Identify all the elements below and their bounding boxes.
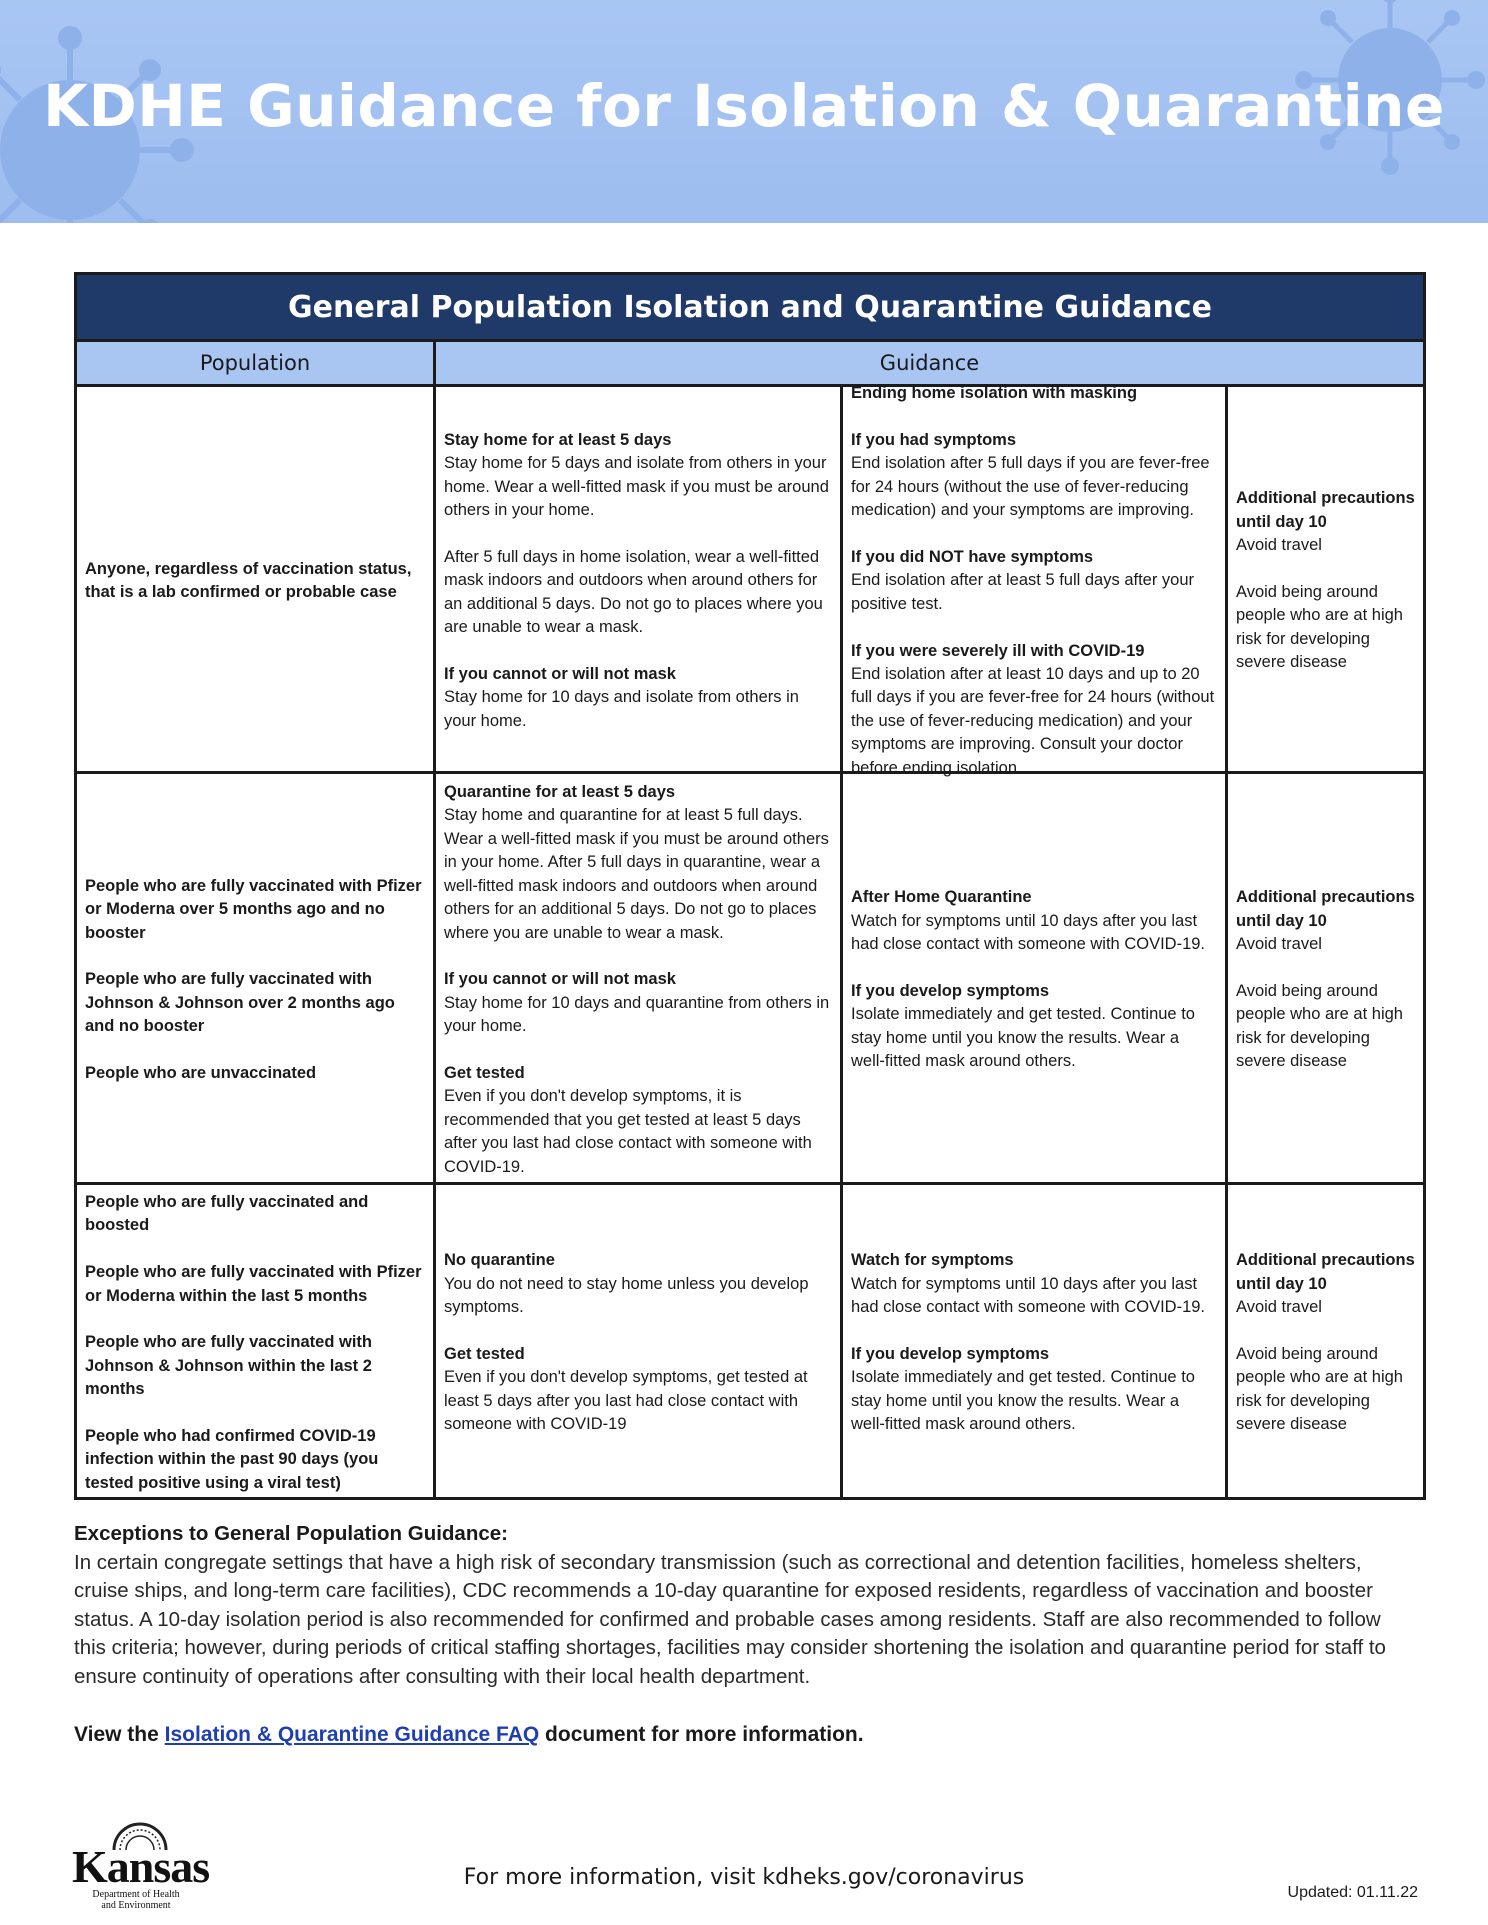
block-heading: Watch for symptoms	[851, 1251, 1014, 1270]
footer-info: For more information, visit kdheks.gov/coronavirus	[463, 1865, 1025, 1890]
exceptions-title: Exceptions to General Population Guidance:	[74, 1522, 508, 1545]
text-block	[851, 382, 1217, 405]
text-block	[1236, 980, 1415, 1074]
text-block	[1236, 1343, 1415, 1437]
block-heading: Quarantine for at least 5 days	[444, 783, 676, 802]
block-heading: Get tested	[444, 1063, 525, 1082]
table-row	[77, 774, 1423, 1185]
text-block	[444, 968, 832, 1038]
block-heading: After Home Quarantine	[851, 888, 1032, 907]
block-heading: If you develop symptoms	[851, 1344, 1050, 1363]
exceptions-body: In certain congregate settings that have a high risk of secondary transmission (such as correctional and detention facilities, homeless shelters, cruise ships, and long-term care facilities), CDC recommends a 10-day quarantine for exposed residents, regardless of vaccination and booster status. A 10-day isolation period is also recommended for confirmed and probable cases among residents. Staff are also recommended to follow this criteria; however, during periods of critical staffing shortages, facilities may consider shortening the isolation and quarantine period for staff to ensure continuity of operations after consulting with their local health department.	[74, 1550, 1386, 1688]
block-text: Avoid being around people who are at high risk for developing severe disease	[1236, 1344, 1403, 1434]
block-text: Even if you don't develop symptoms, get tested at least 5 days after you last had close contact with someone with COVID-19	[444, 1368, 808, 1434]
block-text: Even if you don't develop symptoms, it is recommended that you get tested at least 5 days after you last had close contact with someone with COVID-19.	[444, 1087, 812, 1176]
guidance-action-cell	[436, 1185, 843, 1497]
block-text: Stay home for 5 days and isolate from others in your home. Wear a well-fitted mask if you must be around others in your home.	[444, 454, 829, 520]
text-block	[85, 558, 425, 605]
block-heading: No quarantine	[444, 1251, 555, 1270]
population-cell	[77, 1185, 436, 1497]
block-text: Avoid being around people who are at high risk for developing severe disease	[1236, 582, 1403, 672]
block-text: Stay home for 10 days and quarantine from others in your home.	[444, 993, 830, 1036]
updated-date: Updated: 01.11.22	[1287, 1884, 1418, 1901]
block-heading: Stay home for at least 5 days	[444, 430, 672, 449]
text-block	[1236, 487, 1415, 557]
guidance-followup-cell	[843, 384, 1228, 777]
page-title: KDHE Guidance for Isolation & Quarantine	[43, 72, 1445, 140]
block-heading: If you cannot or will not mask	[444, 664, 676, 683]
block-text: You do not need to stay home unless you develop symptoms.	[444, 1274, 809, 1317]
faq-line	[74, 1723, 864, 1747]
block-text: Isolate immediately and get tested. Continue to stay home until you know the results. Wear a well-fitted mask around others.	[851, 1005, 1195, 1071]
text-block	[85, 1191, 425, 1238]
block-text: Watch for symptoms until 10 days after you last had close contact with someone with COVID-19.	[851, 1274, 1206, 1317]
precautions-cell	[1228, 774, 1423, 1182]
guidance-followup-cell	[843, 1185, 1228, 1497]
block-heading: People who are fully vaccinated with Pfizer or Moderna within the last 5 months	[85, 1263, 422, 1305]
block-text: Avoid being around people who are at high risk for developing severe disease	[1236, 981, 1403, 1071]
text-block	[1236, 581, 1415, 675]
text-block	[444, 663, 832, 733]
block-heading: Get tested	[444, 1344, 525, 1363]
guidance-followup-cell	[843, 774, 1228, 1182]
block-heading: If you did NOT have symptoms	[851, 547, 1094, 566]
block-heading: People who are fully vaccinated with Johnson & Johnson over 2 months ago and no booster	[85, 970, 395, 1036]
block-text: End isolation after at least 10 days and up to 20 full days if you are fever-free for 24 hours (without the use of fever-reducing medication) and your symptoms are improving. Consult your doctor before ending isolation.	[851, 664, 1215, 777]
block-text: Avoid travel	[1236, 1298, 1322, 1317]
block-text: Stay home and quarantine for at least 5 full days. Wear a well-fitted mask if you must be around others in your home. After 5 full days in quarantine, wear a well-fitted mask indoors and outdoors when around others for an additional 5 days. Do not go to places where you are unable to wear a mask.	[444, 806, 829, 942]
text-block	[851, 886, 1217, 956]
text-block	[851, 980, 1217, 1074]
guidance-action-cell	[436, 387, 843, 771]
text-block	[851, 546, 1217, 616]
table-row	[77, 384, 1423, 777]
text-block	[85, 1062, 425, 1085]
text-block	[851, 1249, 1217, 1319]
text-block	[1236, 886, 1415, 956]
block-heading: Ending home isolation with masking	[851, 384, 1138, 403]
column-header-population: Population	[77, 342, 436, 384]
text-block	[444, 429, 832, 523]
faq-suffix: document for more information.	[539, 1723, 864, 1746]
precautions-cell	[1228, 387, 1423, 771]
block-text: End isolation after at least 5 full days after your positive test.	[851, 571, 1195, 613]
block-heading: People who had confirmed COVID-19 infection within the past 90 days (you tested positive using a viral test)	[85, 1426, 379, 1492]
population-cell	[77, 774, 436, 1182]
text-block	[444, 781, 832, 945]
table-row	[77, 1185, 1423, 1497]
text-block	[85, 968, 425, 1038]
text-block	[851, 1343, 1217, 1437]
block-heading: Additional precautions until day 10	[1236, 888, 1415, 930]
block-text: After 5 full days in home isolation, wear a well-fitted mask indoors and outdoors when around others for an additional 5 days. Do not go to places where you are unable to wear a mask.	[444, 547, 823, 637]
block-heading: Additional precautions until day 10	[1236, 1251, 1415, 1293]
text-block	[85, 875, 425, 945]
logo-department: Department of Health and Environment	[92, 1889, 180, 1911]
block-heading: People who are fully vaccinated with Pfizer or Moderna over 5 months ago and no booster	[85, 876, 422, 942]
exceptions-section	[74, 1520, 1414, 1691]
table-header-row	[77, 342, 1423, 387]
text-block	[85, 1331, 425, 1401]
text-block	[444, 1343, 832, 1437]
block-heading: If you develop symptoms	[851, 981, 1050, 1000]
block-heading: People who are unvaccinated	[85, 1063, 317, 1082]
text-block	[1236, 1249, 1415, 1319]
block-heading: People who are fully vaccinated with Johnson & Johnson within the last 2 months	[85, 1333, 372, 1399]
header-banner	[0, 0, 1488, 223]
block-heading: If you had symptoms	[851, 430, 1017, 449]
table-body	[77, 384, 1423, 1497]
block-text: Stay home for 10 days and isolate from others in your home.	[444, 688, 799, 730]
precautions-cell	[1228, 1185, 1423, 1497]
block-heading: If you cannot or will not mask	[444, 970, 676, 989]
text-block	[85, 1425, 425, 1495]
text-block	[851, 640, 1217, 780]
text-block	[444, 1249, 832, 1319]
block-text: Watch for symptoms until 10 days after you last had close contact with someone with COVID-19.	[851, 911, 1206, 954]
block-heading: If you were severely ill with COVID-19	[851, 641, 1145, 660]
table-title: General Population Isolation and Quarantine Guidance	[77, 275, 1423, 342]
column-header-guidance: Guidance	[436, 342, 1423, 384]
block-text: Avoid travel	[1236, 935, 1322, 954]
block-heading: People who are fully vaccinated and boosted	[85, 1192, 369, 1235]
block-text: End isolation after 5 full days if you are fever-free for 24 hours (without the use of fever-reducing medication) and your symptoms are improving.	[851, 454, 1210, 520]
logo-wordmark: Kansas	[72, 1841, 210, 1892]
block-heading: Additional precautions until day 10	[1236, 489, 1415, 531]
text-block	[444, 546, 832, 640]
text-block	[851, 429, 1217, 523]
population-cell	[77, 387, 436, 771]
text-block	[444, 1062, 832, 1179]
faq-prefix: View the	[74, 1723, 165, 1746]
text-block	[85, 1261, 425, 1308]
guidance-table	[74, 272, 1426, 1500]
guidance-action-cell	[436, 774, 843, 1182]
block-heading: Anyone, regardless of vaccination status, that is a lab confirmed or probable case	[85, 559, 412, 601]
faq-link[interactable]: Isolation & Quarantine Guidance FAQ	[164, 1723, 540, 1746]
block-text: Isolate immediately and get tested. Continue to stay home until you know the results. Wear a well-fitted mask around others.	[851, 1368, 1195, 1434]
block-text: Avoid travel	[1236, 536, 1322, 555]
